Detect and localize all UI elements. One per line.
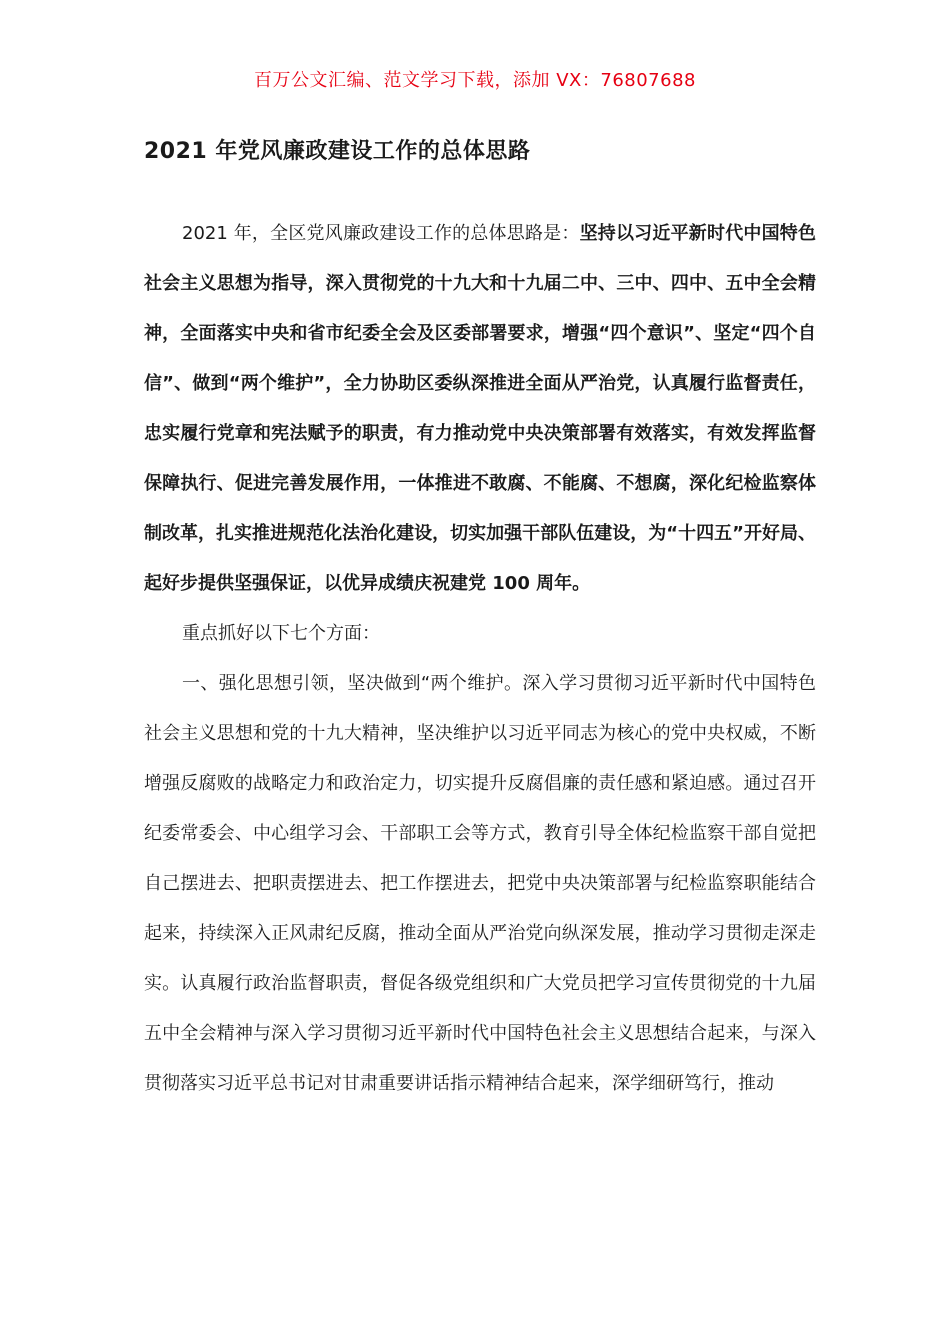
- paragraph-overview: [144, 209, 816, 609]
- document-body: [144, 209, 816, 1109]
- paragraph-overview-intro: 2021 年，全区党风廉政建设工作的总体思路是：: [182, 223, 580, 244]
- header-notice: 百万公文汇编、范文学习下载，添加 VX：76807688: [254, 70, 696, 91]
- paragraph-section-one: 一、强化思想引领，坚决做到“两个维护。深入学习贯彻习近平新时代中国特色社会主义思想和党的十九大精神，坚决维护以习近平同志为核心的党中央权威，不断增强反腐败的战略定力和政治定力，切实提升反腐倡廉的责任感和紧迫感。通过召开纪委常委会、中心组学习会、干部职工会等方式，教育引导全体纪检监察干部自觉把自己摆进去、把职责摆进去、把工作摆进去，把党中央决策部署与纪检监察职能结合起来，持续深入正风肃纪反腐，推动全面从严治党向纵深发展，推动学习贯彻走深走实。认真履行政治监督职责，督促各级党组织和广大党员把学习宣传贯彻党的十九届五中全会精神与深入学习贯彻习近平新时代中国特色社会主义思想结合起来，与深入贯彻落实习近平总书记对甘肃重要讲话指示精神结合起来，深学细研笃行，推动: [144, 673, 816, 1094]
- paragraph-focus-intro: 重点抓好以下七个方面：: [182, 623, 380, 644]
- document-title: 2021 年党风廉政建设工作的总体思路: [144, 139, 531, 164]
- paragraph-overview-bold: 坚持以习近平新时代中国特色社会主义思想为指导，深入贯彻党的十九大和十九届二中、三中、四中、五中全会精神，全面落实中央和省市纪委全会及区委部署要求，增强“四个意识”、坚定“四个自信”、做到“两个维护”，全力协助区委纵深推进全面从严治党，认真履行监督责任，忠实履行党章和宪法赋予的职责，有力推动党中央决策部署有效落实，有效发挥监督保障执行、促进完善发展作用，一体推进不敢腐、不能腐、不想腐，深化纪检监察体制改革，扎实推进规范化法治化建设，切实加强干部队伍建设，为“十四五”开好局、起好步提供坚强保证，以优异成绩庆祝建党 100 周年。: [144, 223, 817, 594]
